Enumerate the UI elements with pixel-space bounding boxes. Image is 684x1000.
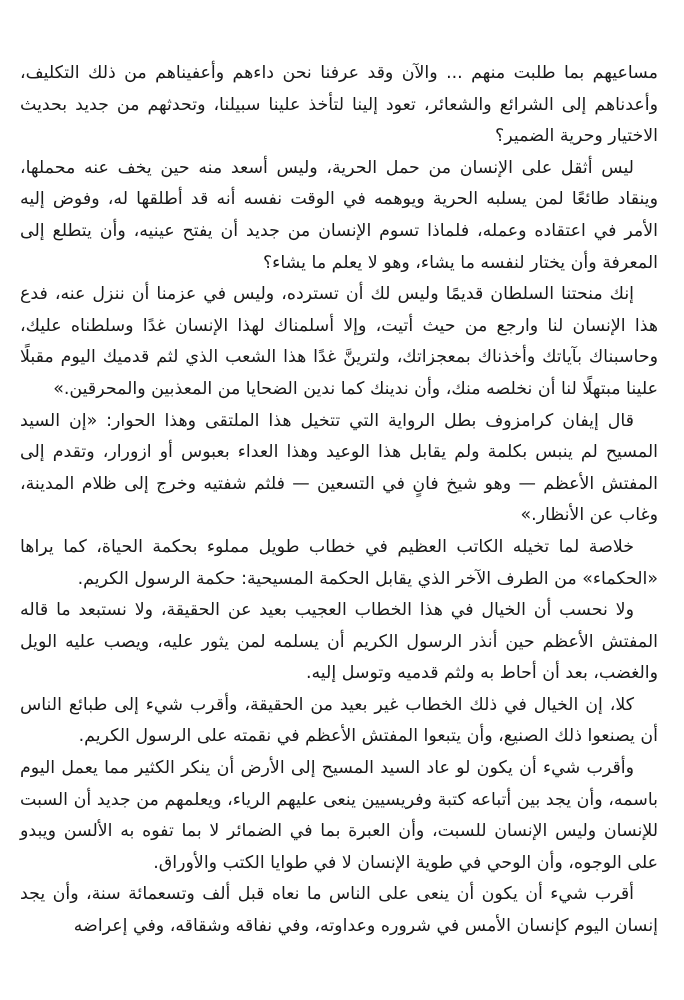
- book-page-text: [20, 58, 658, 943]
- paragraph-9: أقرب شيء أن يكون أن ينعى على الناس ما نعاه قبل ألف وتسعمائة سنة، وأن يجد إنسان اليوم كإنسان الأمس في شروره وعداوته، وفي نفاقه وشقاقه، وفي إعراضه: [20, 884, 658, 937]
- paragraph-4: قال إيفان كرامزوف بطل الرواية التي تتخيل هذا الملتقى وهذا الحوار: «إن السيد المسيح لم ينبس بكلمة ولم يقابل هذا الوعيد وهذا العداء بعبوس أو ازورار، وتقدم إلى المفتش الأعظم — وهو شيخ فانٍ في التسعين — فلثم شفتيه وخرج إلى ظلام المدينة، وغاب عن الأنظار.»: [20, 410, 658, 526]
- paragraph-1: مساعيهم بما طلبت منهم ... والآن وقد عرفنا نحن داءهم وأعفيناهم من ذلك التكليف، وأعدناهم إلى الشرائع والشعائر، تعود إلينا لتأخذ علينا سبيلنا، وتحدثهم من جديد بحديث الاختيار وحرية الضمير؟: [20, 63, 658, 147]
- paragraph-7: كلا، إن الخيال في ذلك الخطاب غير بعيد من الحقيقة، وأقرب شيء إلى طبائع الناس أن يصنعوا ذلك الصنيع، وأن يتبعوا المفتش الأعظم في نقمته على الرسول الكريم.: [20, 694, 658, 747]
- paragraph-5: خلاصة لما تخيله الكاتب العظيم في خطاب طويل مملوء بحكمة الحياة، كما يراها «الحكماء» من الطرف الآخر الذي يقابل الحكمة المسيحية: حكمة الرسول الكريم.: [20, 536, 658, 589]
- paragraph-2: ليس أثقل على الإنسان من حمل الحرية، وليس أسعد منه حين يخف عنه محملها، وينقاد طائعًا لمن يسلبه الحرية ويوهمه في الوقت نفسه أنه قد أطلقها له، وفوض إليه الأمر في اعتقاده وعمله، فلماذا تسوم الإنسان من جديد أن يفتح عينيه، وأن يتطلع إلى المعرفة وأن يختار لنفسه ما يشاء، وهو لا يعلم ما يشاء؟: [20, 157, 658, 273]
- paragraph-3: إنك منحتنا السلطان قديمًا وليس لك أن تسترده، وليس في عزمنا أن ننزل عنه، فدع هذا الإنسان لنا وارجع من حيث أتيت، وإلا أسلمناك لهذا الإنسان غدًا وسلطناه عليك، وحاسبناك بآياتك وأخذناك بمعجزاتك، ولترينَّ غدًا هذا الشعب الذي لثم قدميك اليوم مقبلًا علينا مبتهلًا لنا أن نخلصه منك، وأن ندينك كما ندين الضحايا من المعذبين والمحرقين.»: [20, 284, 658, 399]
- paragraph-6: ولا نحسب أن الخيال في هذا الخطاب العجيب بعيد عن الحقيقة، ولا نستبعد ما قاله المفتش الأعظم حين أنذر الرسول الكريم أن يسلمه لمن يثور عليه، ويصب عليه الويل والغضب، بعد أن أحاط به ولثم قدميه وتوسل إليه.: [20, 600, 658, 684]
- paragraph-8: وأقرب شيء أن يكون لو عاد السيد المسيح إلى الأرض أن ينكر الكثير مما يعمل اليوم باسمه، وأن يجد بين أتباعه كتبة وفريسيين ينعى عليهم الرياء، ويعلمهم من جديد أن السبت للإنسان وليس الإنسان للسبت، وأن العبرة بما في الضمائر لا بما تفوه به الألسن ويبدو على الوجوه، وأن الوحي في طوية الإنسان لا في طوايا الكتب والأوراق.: [20, 758, 658, 873]
